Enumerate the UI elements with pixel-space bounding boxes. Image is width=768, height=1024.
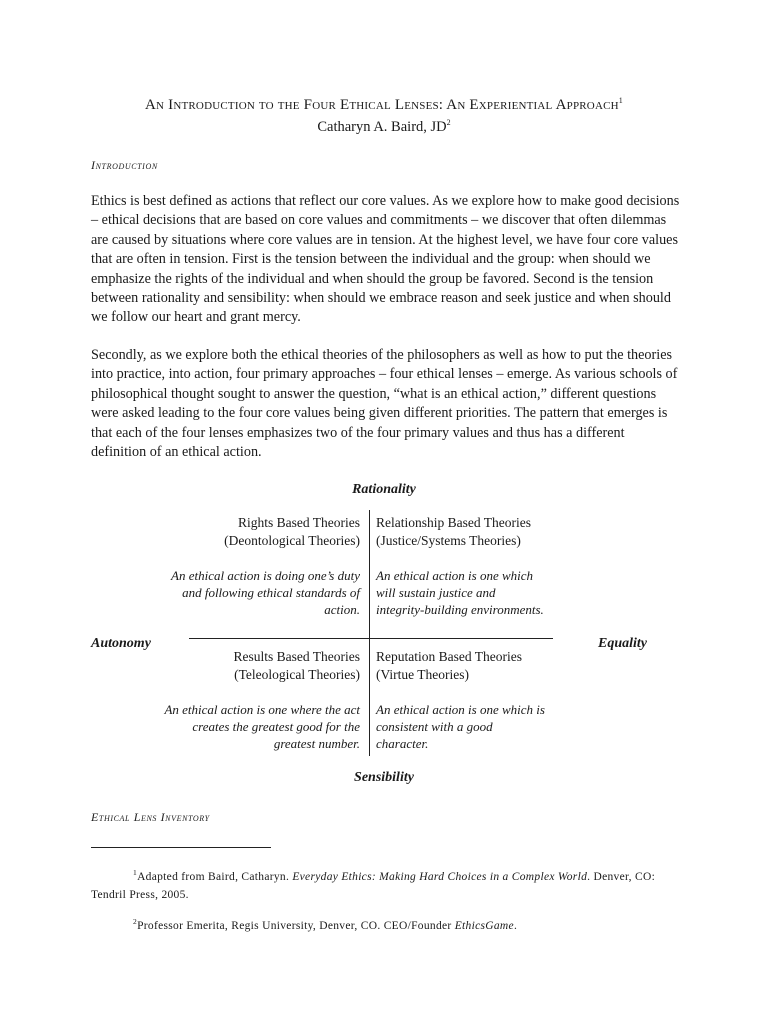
- quadrant-top-left-definition: An ethical action is doing one’s duty and following ethical standards of action.: [171, 568, 360, 617]
- footnote-text-after: . Denver, CO: Tendril Press, 2005.: [91, 870, 656, 901]
- footnote-italic-title: Everyday Ethics: Making Hard Choices in a Complex World: [292, 870, 588, 883]
- axis-label-autonomy: Autonomy: [91, 636, 151, 651]
- footnote-1: [91, 864, 681, 904]
- footnote-mark: 2: [133, 917, 138, 926]
- footnote-divider: [91, 847, 271, 848]
- theory-alias: (Justice/Systems Theories): [376, 533, 521, 548]
- theory-name: Results Based Theories: [233, 649, 360, 664]
- theory-alias: (Teleological Theories): [234, 667, 360, 682]
- theory-alias: (Deontological Theories): [224, 533, 360, 548]
- quadrant-bottom-left-theory: [160, 648, 360, 684]
- footnote-italic-title: EthicsGame: [454, 919, 514, 932]
- theory-name: Relationship Based Theories: [376, 515, 531, 530]
- author-footnote-mark: 2: [446, 118, 451, 127]
- section-heading-introduction: Introduction: [91, 158, 158, 172]
- theory-name: Reputation Based Theories: [376, 649, 522, 664]
- footnote-text-before: Adapted from Baird, Catharyn.: [137, 870, 293, 883]
- author-line: [0, 118, 768, 136]
- footnote-text-before: Professor Emerita, Regis University, Denver, CO. CEO/Founder: [137, 919, 455, 932]
- quadrant-top-left-theory: [160, 514, 360, 550]
- quadrant-bottom-left-definition: An ethical action is one where the act creates the greatest good for the greatest number.: [164, 702, 360, 751]
- author-name: Catharyn A. Baird, JD: [317, 118, 447, 135]
- theory-name: Rights Based Theories: [238, 515, 360, 530]
- section-heading-inventory: Ethical Lens Inventory: [91, 810, 210, 824]
- vertical-axis-line: [369, 510, 370, 756]
- document-title: [0, 96, 768, 114]
- quadrant-top-right-theory: [376, 514, 576, 550]
- footnote-text-after: .: [513, 919, 518, 932]
- quadrant-bottom-right-theory: [376, 648, 576, 684]
- axis-label-equality: Equality: [598, 636, 648, 651]
- footnote-2: [91, 913, 681, 935]
- paragraph-1: Ethics is best defined as actions that reflect our core values. As we explore how to make good decisions – ethical decisions that are based on core values and commitments – we discover that often dilemmas are caused by situations where core values are in tension. At the highest level, we have four core values that are often in tension. First is the tension between the individual and the group: when should we emphasize the rights of the individual and when should the group be favored. Second is the tension between rationality and sensibility: when should we embrace reason and seek justice and when should we follow our heart and grant mercy.: [91, 193, 680, 326]
- paragraph-2: Secondly, as we explore both the ethical theories of the philosophers as well as how to put the theories into practice, into action, four primary approaches – four ethical lenses – emerge. As various schools of philosophical thought sought to answer the question, “what is an ethical action,” different questions were asked leading to the four core values being given different priorities. The pattern that emerges is that each of the four lenses emphasizes two of the four primary values and thus has a different definition of an ethical action.: [91, 347, 678, 461]
- axis-label-sensibility: Sensibility: [354, 770, 414, 785]
- horizontal-axis-line: [189, 638, 553, 639]
- quadrant-top-right-definition: An ethical action is one which will sustain justice and integrity-building environments.: [376, 568, 544, 617]
- theory-alias: (Virtue Theories): [376, 667, 470, 682]
- title-footnote-mark: 1: [618, 96, 623, 105]
- quadrant-bottom-right-definition: An ethical action is one which is consistent with a good character.: [376, 702, 545, 751]
- axis-label-rationality: Rationality: [352, 482, 416, 497]
- footnote-mark: 1: [133, 868, 138, 877]
- title-text: An Introduction to the Four Ethical Lenses: An Experiential Approach: [145, 97, 619, 113]
